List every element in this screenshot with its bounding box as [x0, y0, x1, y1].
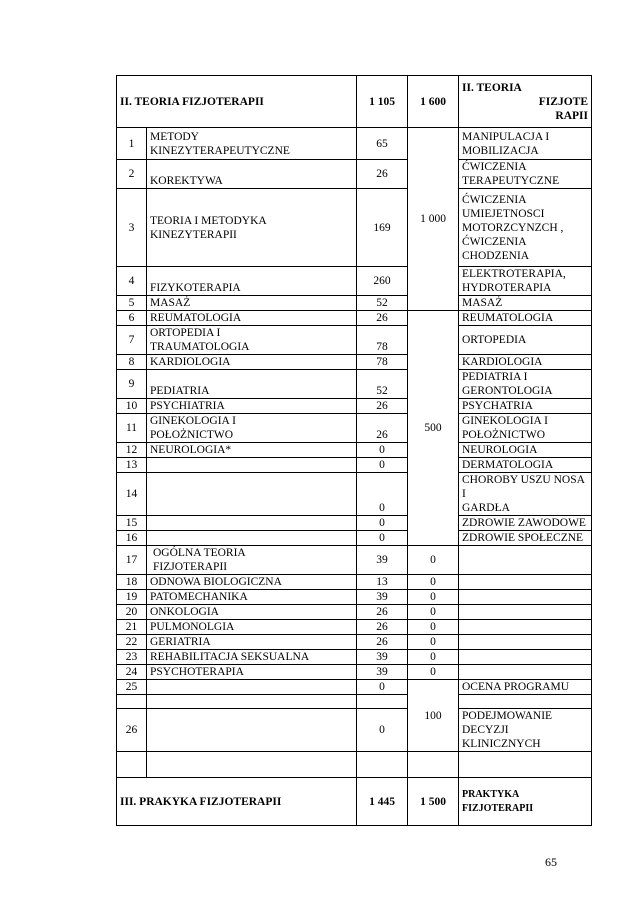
equivalent-subject-line: HYDROTERAPIA [462, 282, 552, 294]
table-row [117, 516, 592, 531]
equivalent-subject [459, 311, 592, 326]
blank-cell [459, 695, 592, 709]
subject-name-line: GINEKOLOGIA I [150, 415, 236, 427]
subject-ects: 0 [408, 665, 459, 680]
subject-name [147, 370, 357, 399]
equivalent-subject-line: MOTORZCYNZCH , [462, 221, 564, 234]
right-title-line1: II. TEORIA [462, 81, 522, 94]
subject-name [147, 128, 357, 160]
subject-name [147, 267, 357, 296]
subject-name-line: OGÓLNA TEORIA [153, 547, 246, 559]
equivalent-subject-line: ZDROWIE SPOŁECZNE [462, 532, 584, 544]
table-row [117, 709, 592, 752]
subject-name-line: PULMONOLGIA [150, 621, 235, 633]
equivalent-subject-line: TERAPEUTYCZNE [462, 175, 560, 187]
table-row [117, 531, 592, 546]
subject-hours: 26 [357, 414, 408, 443]
row-number: 1 [117, 128, 147, 160]
empty-row [117, 752, 592, 778]
subject-hours: 52 [357, 370, 408, 399]
subject-name-line: ORTOPEDIA I [150, 327, 221, 339]
subject-hours: 0 [357, 458, 408, 473]
equivalent-subject [459, 650, 592, 665]
subject-hours: 26 [357, 605, 408, 620]
empty-cell [357, 752, 408, 778]
equivalent-subject-line: ORTOPEDIA [462, 334, 527, 346]
equivalent-subject [459, 516, 592, 531]
equivalent-subject-line: KARDIOLOGIA [462, 356, 543, 368]
equivalent-subject [459, 128, 592, 160]
row-number: 8 [117, 355, 147, 370]
row-number: 6 [117, 311, 147, 326]
subject-ects: 0 [408, 605, 459, 620]
equivalent-subject-line: NEUROLOGIA [462, 444, 538, 456]
subject-name-line: ODNOWA BIOLOGICZNA [150, 576, 282, 588]
equivalent-subject [459, 709, 592, 752]
row-number: 19 [117, 590, 147, 605]
subject-name-line: REHABILITACJA SEKSUALNA [150, 651, 310, 663]
subject-hours: 26 [357, 311, 408, 326]
subject-name-line: MASAŻ [150, 297, 191, 309]
table-row [117, 326, 592, 355]
subject-hours: 26 [357, 160, 408, 189]
empty-cell [117, 752, 147, 778]
table-row [117, 370, 592, 399]
subject-name-line: ONKOLOGIA [150, 606, 219, 618]
row-number: 24 [117, 665, 147, 680]
equivalent-subject-line: PSYCHATRIA [462, 400, 533, 412]
right-title-line2: FIZJOTE [538, 95, 588, 108]
equivalent-subject-line: GERONTOLOGIA [462, 385, 553, 397]
subject-name [147, 399, 357, 414]
subject-hours: 13 [357, 575, 408, 590]
table-row [117, 189, 592, 267]
section-ects: 1 600 [408, 76, 459, 128]
equivalent-subject-line: ĆWICZENIA [462, 161, 527, 173]
equivalent-subject [459, 296, 592, 311]
subject-name-line: PEDIATRIA [150, 385, 210, 397]
subject-ects: 0 [408, 635, 459, 650]
subject-hours: 0 [357, 709, 408, 752]
section-hours: 1 105 [357, 76, 408, 128]
subject-name [147, 635, 357, 650]
blank-cell [117, 695, 147, 709]
equivalent-subject [459, 546, 592, 575]
equivalent-subject-line: ZDROWIE ZAWODOWE [462, 517, 586, 529]
equivalent-subject-line: CHODZENIA [462, 249, 530, 262]
equivalent-subject [459, 575, 592, 590]
subject-name [147, 590, 357, 605]
equivalent-subject [459, 680, 592, 695]
subject-hours: 26 [357, 635, 408, 650]
equivalent-subject-line: UMIEJETNOSCI [462, 207, 545, 220]
right-title-line3: RAPII [555, 109, 588, 122]
row-number: 11 [117, 414, 147, 443]
equivalent-subject-line: ĆWICZENIA [462, 235, 527, 248]
section-right-title [459, 76, 592, 128]
table-row [117, 635, 592, 650]
equivalent-subject [459, 605, 592, 620]
subject-name-line: METODY [150, 130, 199, 143]
table-row [117, 399, 592, 414]
table-row [117, 128, 592, 160]
table-row [117, 267, 592, 296]
subject-name-line: KINEZYTERAPEUTYCZNE [150, 144, 290, 157]
subject-hours: 169 [357, 189, 408, 267]
subject-name-line: POŁOŻNICTWO [150, 429, 234, 441]
equivalent-subject [459, 635, 592, 650]
subject-name-line: PATOMECHANIKA [150, 591, 248, 603]
subject-name [147, 296, 357, 311]
blank-cell [357, 695, 408, 709]
group-ects-c: 100 [408, 680, 459, 752]
subject-hours: 0 [357, 443, 408, 458]
subject-hours: 0 [357, 516, 408, 531]
subject-ects: 0 [408, 650, 459, 665]
row-number: 26 [117, 709, 147, 752]
subject-name [147, 443, 357, 458]
subject-name [147, 516, 357, 531]
equivalent-subject-line: OCENA PROGRAMU [462, 681, 570, 693]
subject-ects: 0 [408, 590, 459, 605]
table-row [117, 355, 592, 370]
table-row [117, 620, 592, 635]
subject-name [147, 620, 357, 635]
table-row [117, 473, 592, 516]
table-row [117, 458, 592, 473]
subject-name-line: PSYCHOTERAPIA [150, 666, 244, 678]
subject-name-line: KOREKTYWA [150, 175, 223, 187]
subject-name-line: PSYCHIATRIA [150, 400, 225, 412]
table-row [117, 575, 592, 590]
equivalent-subject [459, 414, 592, 443]
row-number: 5 [117, 296, 147, 311]
subject-hours: 65 [357, 128, 408, 160]
row-number: 23 [117, 650, 147, 665]
equivalent-subject-line: ĆWICZENIA [462, 193, 527, 206]
subject-name [147, 355, 357, 370]
subject-hours: 0 [357, 531, 408, 546]
equivalent-subject [459, 473, 592, 516]
equivalent-subject-line: REUMATOLOGIA [462, 312, 554, 324]
subject-name-line: TEORIA I METODYKA [150, 214, 267, 227]
practice-title: III. PRAKYKA FIZJOTERAPII [117, 778, 357, 826]
subject-hours: 39 [357, 650, 408, 665]
row-number: 14 [117, 473, 147, 516]
equivalent-subject [459, 160, 592, 189]
subject-name [147, 709, 357, 752]
subject-ects: 0 [408, 620, 459, 635]
subject-hours: 39 [357, 590, 408, 605]
table-row [117, 680, 592, 695]
equivalent-subject [459, 399, 592, 414]
equivalent-subject [459, 665, 592, 680]
subject-name-line: TRAUMATOLOGIA [150, 341, 250, 353]
subject-hours: 52 [357, 296, 408, 311]
subject-ects: 0 [408, 546, 459, 575]
row-number: 10 [117, 399, 147, 414]
table-row [117, 546, 592, 575]
equivalent-subject-line: MOBILIZACJA [462, 144, 539, 157]
equivalent-subject [459, 370, 592, 399]
group-ects-a: 1 000 [408, 128, 459, 311]
equivalent-subject [459, 458, 592, 473]
subject-name [147, 160, 357, 189]
subject-name-line: KINEZYTERAPII [150, 228, 237, 241]
table-row [117, 296, 592, 311]
section-header-row [117, 76, 592, 128]
section-footer-row [117, 778, 592, 826]
subject-name [147, 650, 357, 665]
page-number: 65 [545, 855, 557, 869]
equivalent-subject [459, 326, 592, 355]
blank-row [117, 695, 592, 709]
subject-name-line: KARDIOLOGIA [150, 356, 231, 368]
empty-cell [459, 752, 592, 778]
subject-name [147, 311, 357, 326]
subject-hours: 39 [357, 665, 408, 680]
empty-cell [147, 752, 357, 778]
subject-hours: 78 [357, 326, 408, 355]
table-row [117, 414, 592, 443]
empty-cell [408, 752, 459, 778]
table-row [117, 665, 592, 680]
subject-hours: 78 [357, 355, 408, 370]
section-title: II. TEORIA FIZJOTERAPII [117, 76, 357, 128]
practice-ects: 1 500 [408, 778, 459, 826]
table-row [117, 650, 592, 665]
table-row [117, 311, 592, 326]
row-number: 22 [117, 635, 147, 650]
row-number: 3 [117, 189, 147, 267]
row-number: 15 [117, 516, 147, 531]
equivalent-subject-line: MASAŻ [462, 297, 503, 309]
table-row [117, 160, 592, 189]
row-number: 4 [117, 267, 147, 296]
row-number: 20 [117, 605, 147, 620]
equivalent-subject-line: GARDŁA [462, 502, 510, 514]
subject-name [147, 575, 357, 590]
subject-name-line: FIZYKOTERAPIA [150, 282, 241, 294]
group-ects-b: 500 [408, 311, 459, 546]
subject-name [147, 326, 357, 355]
row-number: 9 [117, 370, 147, 399]
equivalent-subject-line: PEDIATRIA I [462, 371, 528, 383]
subject-hours: 26 [357, 620, 408, 635]
subject-name [147, 680, 357, 695]
equivalent-subject [459, 590, 592, 605]
subject-name [147, 458, 357, 473]
subject-name [147, 473, 357, 516]
subject-hours: 0 [357, 473, 408, 516]
subject-name [147, 414, 357, 443]
subject-name [147, 189, 357, 267]
equivalent-subject-line: DECYZJI KLINICZNYCH [462, 724, 541, 750]
table-row [117, 605, 592, 620]
equivalent-subject-line: PODEJMOWANIE [462, 710, 553, 722]
curriculum-table [116, 75, 592, 826]
row-number: 17 [117, 546, 147, 575]
subject-hours: 260 [357, 267, 408, 296]
subject-name-line: FIZJOTERAPII [153, 561, 228, 573]
equivalent-subject-line: GINEKOLOGIA I [462, 415, 548, 427]
equivalent-subject [459, 355, 592, 370]
row-number: 21 [117, 620, 147, 635]
equivalent-subject [459, 267, 592, 296]
equivalent-subject [459, 189, 592, 267]
table-row [117, 443, 592, 458]
equivalent-subject-line: POŁOŻNICTWO [462, 429, 546, 441]
table-row [117, 590, 592, 605]
subject-name-line: REUMATOLOGIA [150, 312, 242, 324]
subject-name-line: NEUROLOGIA* [150, 444, 232, 456]
row-number: 25 [117, 680, 147, 695]
subject-name [147, 546, 357, 575]
subject-hours: 0 [357, 680, 408, 695]
subject-name-line: GERIATRIA [150, 636, 211, 648]
practice-right: PRAKTYKA FIZJOTERAPII [459, 778, 592, 826]
subject-hours: 39 [357, 546, 408, 575]
equivalent-subject-line: DERMATOLOGIA [462, 459, 554, 471]
practice-hours: 1 445 [357, 778, 408, 826]
equivalent-subject [459, 531, 592, 546]
blank-cell [147, 695, 357, 709]
subject-name [147, 605, 357, 620]
equivalent-subject-line: ELEKTROTERAPIA, [462, 268, 566, 280]
subject-hours: 26 [357, 399, 408, 414]
row-number: 12 [117, 443, 147, 458]
subject-ects: 0 [408, 575, 459, 590]
row-number: 18 [117, 575, 147, 590]
equivalent-subject-line: CHOROBY USZU NOSA I [462, 474, 585, 500]
row-number: 2 [117, 160, 147, 189]
row-number: 7 [117, 326, 147, 355]
equivalent-subject [459, 620, 592, 635]
equivalent-subject-line: MANIPULACJA I [462, 130, 550, 143]
subject-name [147, 665, 357, 680]
subject-name [147, 531, 357, 546]
row-number: 16 [117, 531, 147, 546]
equivalent-subject [459, 443, 592, 458]
row-number: 13 [117, 458, 147, 473]
